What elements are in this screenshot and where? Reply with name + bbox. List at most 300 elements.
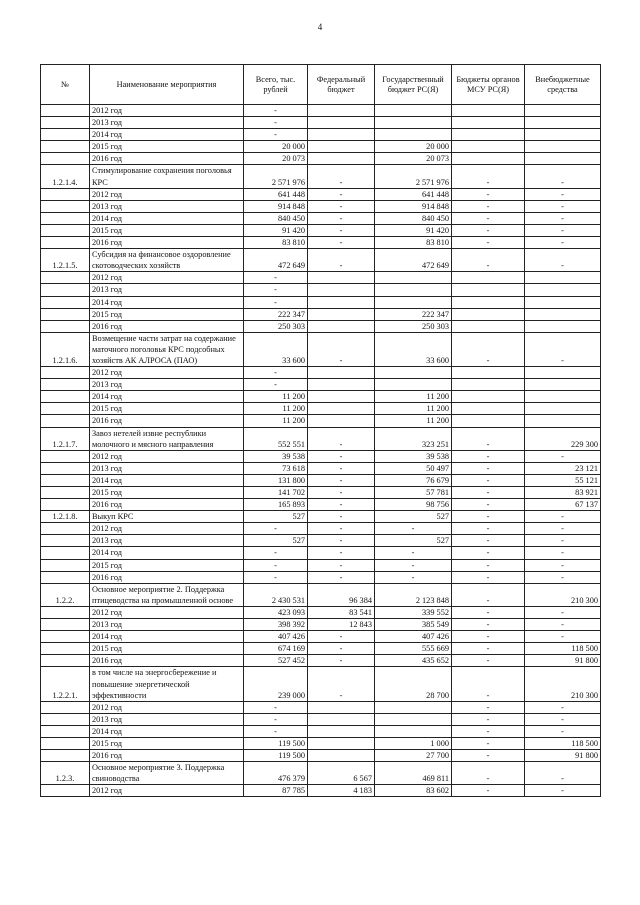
row-federal [308, 284, 375, 296]
row-municipal: - [452, 655, 525, 667]
row-extra: - [525, 249, 601, 272]
row-extra [525, 129, 601, 141]
row-state: 385 549 [375, 619, 452, 631]
row-state: 57 781 [375, 487, 452, 499]
row-municipal [452, 272, 525, 284]
row-municipal: - [452, 547, 525, 559]
row-code [41, 474, 90, 486]
row-name: Выкуп КРС [90, 511, 244, 523]
row-state: 407 426 [375, 631, 452, 643]
row-extra [525, 117, 601, 129]
row-federal: 83 541 [308, 606, 375, 618]
row-federal [308, 272, 375, 284]
row-state: 222 347 [375, 308, 452, 320]
row-total: 165 893 [244, 499, 308, 511]
row-name: 2012 год [90, 606, 244, 618]
row-total: 20 073 [244, 153, 308, 165]
table-row [41, 785, 601, 797]
row-municipal: - [452, 643, 525, 655]
row-name: 2014 год [90, 725, 244, 737]
row-federal: - [308, 559, 375, 571]
row-municipal: - [452, 619, 525, 631]
row-state: 527 [375, 535, 452, 547]
row-state [375, 713, 452, 725]
row-municipal: - [452, 237, 525, 249]
row-code [41, 237, 90, 249]
row-state: 28 700 [375, 667, 452, 701]
row-federal: - [308, 655, 375, 667]
row-total: - [244, 117, 308, 129]
row-extra: - [525, 523, 601, 535]
row-extra: 67 137 [525, 499, 601, 511]
row-code [41, 272, 90, 284]
row-state: 914 848 [375, 200, 452, 212]
row-federal: - [308, 450, 375, 462]
row-state: - [375, 523, 452, 535]
row-municipal: - [452, 631, 525, 643]
table-row [41, 308, 601, 320]
row-code [41, 725, 90, 737]
row-federal [308, 141, 375, 153]
row-federal: - [308, 499, 375, 511]
table-row [41, 367, 601, 379]
row-name: 2016 год [90, 499, 244, 511]
row-name: 2015 год [90, 487, 244, 499]
row-extra: - [525, 237, 601, 249]
row-state [375, 725, 452, 737]
row-extra: 55 121 [525, 474, 601, 486]
row-municipal [452, 105, 525, 117]
table-row [41, 523, 601, 535]
row-name: 2012 год [90, 785, 244, 797]
row-total: 33 600 [244, 332, 308, 366]
row-municipal [452, 153, 525, 165]
row-state: 91 420 [375, 224, 452, 236]
row-total: - [244, 284, 308, 296]
table-row [41, 583, 601, 606]
row-code [41, 785, 90, 797]
row-federal: - [308, 643, 375, 655]
row-code [41, 655, 90, 667]
row-municipal [452, 129, 525, 141]
row-name: 2016 год [90, 153, 244, 165]
row-federal: 4 183 [308, 785, 375, 797]
row-name: 2013 год [90, 117, 244, 129]
row-municipal [452, 308, 525, 320]
row-extra: 91 800 [525, 655, 601, 667]
row-code [41, 188, 90, 200]
row-extra [525, 320, 601, 332]
row-code [41, 224, 90, 236]
row-municipal: - [452, 462, 525, 474]
row-name: 2015 год [90, 737, 244, 749]
row-code [41, 296, 90, 308]
row-federal: - [308, 224, 375, 236]
row-federal [308, 117, 375, 129]
row-code: 1.2.1.4. [41, 165, 90, 188]
row-state [375, 105, 452, 117]
row-total: 119 500 [244, 750, 308, 762]
row-name: Основное мероприятие 3. Поддержка свиноводства [90, 762, 244, 785]
row-state: 555 669 [375, 643, 452, 655]
row-total: - [244, 129, 308, 141]
row-municipal: - [452, 701, 525, 713]
row-federal [308, 379, 375, 391]
row-municipal [452, 415, 525, 427]
row-federal: - [308, 631, 375, 643]
row-federal [308, 320, 375, 332]
row-municipal [452, 320, 525, 332]
row-name: Стимулирование сохранения поголовья КРС [90, 165, 244, 188]
row-federal: 12 843 [308, 619, 375, 631]
table-row [41, 499, 601, 511]
row-code [41, 391, 90, 403]
table-row [41, 249, 601, 272]
row-extra: - [525, 535, 601, 547]
row-state: 469 811 [375, 762, 452, 785]
row-state [375, 379, 452, 391]
table-row [41, 117, 601, 129]
row-federal: - [308, 462, 375, 474]
table-row [41, 427, 601, 450]
row-code [41, 129, 90, 141]
row-total: 398 392 [244, 619, 308, 631]
row-name: 2013 год [90, 462, 244, 474]
row-municipal [452, 367, 525, 379]
row-municipal: - [452, 450, 525, 462]
row-extra: 23 121 [525, 462, 601, 474]
row-federal [308, 415, 375, 427]
table-body [41, 105, 601, 797]
row-name: 2013 год [90, 379, 244, 391]
row-code [41, 450, 90, 462]
row-total: - [244, 713, 308, 725]
row-extra: - [525, 762, 601, 785]
row-extra [525, 105, 601, 117]
row-extra [525, 403, 601, 415]
row-total: 73 618 [244, 462, 308, 474]
row-name: 2012 год [90, 105, 244, 117]
row-total: 119 500 [244, 737, 308, 749]
row-code: 1.2.1.5. [41, 249, 90, 272]
row-total: - [244, 571, 308, 583]
row-extra [525, 284, 601, 296]
row-state: 472 649 [375, 249, 452, 272]
row-code [41, 212, 90, 224]
row-federal [308, 750, 375, 762]
row-code: 1.2.1.6. [41, 332, 90, 366]
row-state: 11 200 [375, 391, 452, 403]
row-total: - [244, 523, 308, 535]
row-code [41, 643, 90, 655]
table-row [41, 474, 601, 486]
row-total: 239 000 [244, 667, 308, 701]
table-row [41, 547, 601, 559]
table-row [41, 571, 601, 583]
row-federal [308, 725, 375, 737]
table-row [41, 667, 601, 701]
row-name: 2015 год [90, 141, 244, 153]
row-name: 2015 год [90, 559, 244, 571]
table-row [41, 762, 601, 785]
row-code: 1.2.2.1. [41, 667, 90, 701]
row-state: 20 000 [375, 141, 452, 153]
row-federal: - [308, 332, 375, 366]
row-total: 11 200 [244, 403, 308, 415]
table-row [41, 559, 601, 571]
row-extra [525, 272, 601, 284]
table-row [41, 105, 601, 117]
table-row [41, 141, 601, 153]
row-extra [525, 367, 601, 379]
row-name: 2012 год [90, 701, 244, 713]
row-code [41, 105, 90, 117]
row-state: 83 602 [375, 785, 452, 797]
row-municipal: - [452, 583, 525, 606]
row-total: 641 448 [244, 188, 308, 200]
table-row [41, 320, 601, 332]
row-name: 2015 год [90, 403, 244, 415]
row-name: 2012 год [90, 367, 244, 379]
row-federal: - [308, 547, 375, 559]
row-code [41, 117, 90, 129]
row-total: 87 785 [244, 785, 308, 797]
row-extra: - [525, 559, 601, 571]
row-state: 33 600 [375, 332, 452, 366]
row-name: 2014 год [90, 474, 244, 486]
row-municipal: - [452, 571, 525, 583]
row-total: - [244, 547, 308, 559]
row-total: - [244, 379, 308, 391]
row-municipal: - [452, 224, 525, 236]
row-total: 423 093 [244, 606, 308, 618]
row-federal: - [308, 571, 375, 583]
row-total: - [244, 272, 308, 284]
row-total: 131 800 [244, 474, 308, 486]
row-state: 11 200 [375, 415, 452, 427]
row-extra [525, 379, 601, 391]
row-state [375, 284, 452, 296]
row-total: 222 347 [244, 308, 308, 320]
row-total: - [244, 725, 308, 737]
row-state: - [375, 559, 452, 571]
row-total: 39 538 [244, 450, 308, 462]
row-extra: - [525, 631, 601, 643]
row-municipal: - [452, 499, 525, 511]
row-state: 527 [375, 511, 452, 523]
row-municipal [452, 379, 525, 391]
row-municipal: - [452, 713, 525, 725]
row-extra: - [525, 200, 601, 212]
table-row [41, 165, 601, 188]
row-total: 407 426 [244, 631, 308, 643]
row-state: - [375, 547, 452, 559]
row-state: 98 756 [375, 499, 452, 511]
row-code [41, 200, 90, 212]
row-extra: - [525, 188, 601, 200]
row-name: 2015 год [90, 643, 244, 655]
row-total: - [244, 701, 308, 713]
header-extra-budgetary: Внебюджетные средства [525, 65, 601, 105]
row-state: 20 073 [375, 153, 452, 165]
row-total: - [244, 367, 308, 379]
table-row [41, 487, 601, 499]
table-row [41, 511, 601, 523]
table-row [41, 619, 601, 631]
row-municipal: - [452, 212, 525, 224]
row-name: 2012 год [90, 450, 244, 462]
row-name: 2016 год [90, 571, 244, 583]
header-total: Всего, тыс. рублей [244, 65, 308, 105]
row-federal: - [308, 165, 375, 188]
table-row [41, 200, 601, 212]
row-extra: 210 300 [525, 667, 601, 701]
row-federal: - [308, 237, 375, 249]
row-name: 2012 год [90, 523, 244, 535]
row-extra: - [525, 332, 601, 366]
row-name: 2013 год [90, 713, 244, 725]
row-municipal [452, 117, 525, 129]
row-federal: 6 567 [308, 762, 375, 785]
row-state: 250 303 [375, 320, 452, 332]
row-extra: - [525, 785, 601, 797]
row-code [41, 379, 90, 391]
row-total: - [244, 105, 308, 117]
row-state: 83 810 [375, 237, 452, 249]
table-row [41, 535, 601, 547]
row-total: 472 649 [244, 249, 308, 272]
row-state: - [375, 571, 452, 583]
row-state: 11 200 [375, 403, 452, 415]
row-code [41, 462, 90, 474]
row-name: 2016 год [90, 237, 244, 249]
row-extra: - [525, 224, 601, 236]
row-federal [308, 153, 375, 165]
row-total: - [244, 559, 308, 571]
row-name: 2016 год [90, 655, 244, 667]
header-activity-name: Наименование мероприятия [90, 65, 244, 105]
row-code [41, 571, 90, 583]
row-extra: 210 300 [525, 583, 601, 606]
row-federal [308, 713, 375, 725]
row-municipal: - [452, 165, 525, 188]
row-code: 1.2.3. [41, 762, 90, 785]
row-code: 1.2.1.7. [41, 427, 90, 450]
row-state: 323 251 [375, 427, 452, 450]
row-federal: - [308, 487, 375, 499]
budget-table [40, 64, 601, 797]
row-federal [308, 308, 375, 320]
row-extra: - [525, 619, 601, 631]
row-municipal [452, 141, 525, 153]
row-municipal [452, 284, 525, 296]
row-name: 2014 год [90, 547, 244, 559]
row-municipal: - [452, 559, 525, 571]
row-extra: 118 500 [525, 737, 601, 749]
row-code [41, 367, 90, 379]
row-total: 840 450 [244, 212, 308, 224]
row-code: 1.2.2. [41, 583, 90, 606]
row-total: 527 [244, 535, 308, 547]
row-total: 527 452 [244, 655, 308, 667]
row-extra: 91 800 [525, 750, 601, 762]
row-total: 2 430 531 [244, 583, 308, 606]
row-extra: - [525, 571, 601, 583]
row-municipal: - [452, 511, 525, 523]
row-federal [308, 737, 375, 749]
row-extra: 118 500 [525, 643, 601, 655]
row-code [41, 308, 90, 320]
row-extra: 83 921 [525, 487, 601, 499]
row-code [41, 559, 90, 571]
row-federal [308, 367, 375, 379]
row-total: 11 200 [244, 415, 308, 427]
table-row [41, 332, 601, 366]
row-code [41, 141, 90, 153]
row-municipal: - [452, 737, 525, 749]
row-state: 2 571 976 [375, 165, 452, 188]
header-row [41, 65, 601, 105]
row-extra: - [525, 713, 601, 725]
row-code [41, 499, 90, 511]
row-extra [525, 141, 601, 153]
row-municipal: - [452, 427, 525, 450]
row-federal: 96 384 [308, 583, 375, 606]
row-total: 11 200 [244, 391, 308, 403]
table-row [41, 188, 601, 200]
row-state [375, 129, 452, 141]
row-code [41, 619, 90, 631]
table-row [41, 725, 601, 737]
row-name: 2015 год [90, 308, 244, 320]
row-state: 39 538 [375, 450, 452, 462]
row-total: 674 169 [244, 643, 308, 655]
row-name: 2014 год [90, 631, 244, 643]
row-name: 2014 год [90, 212, 244, 224]
row-name: Возмещение части затрат на содержание маточного поголовья КРС подсобных хозяйств АК АЛРОСА (ПАО) [90, 332, 244, 366]
row-code [41, 606, 90, 618]
row-extra: - [525, 511, 601, 523]
row-total: 250 303 [244, 320, 308, 332]
page-number: 4 [317, 22, 323, 32]
row-federal [308, 105, 375, 117]
row-name: 2014 год [90, 296, 244, 308]
row-extra: - [525, 725, 601, 737]
table-row [41, 701, 601, 713]
row-state: 339 552 [375, 606, 452, 618]
row-state [375, 367, 452, 379]
table-row [41, 403, 601, 415]
row-code [41, 153, 90, 165]
table-row [41, 643, 601, 655]
row-code [41, 284, 90, 296]
row-name: 2014 год [90, 391, 244, 403]
row-municipal: - [452, 188, 525, 200]
row-name: Завоз нетелей извне республики молочного и мясного направления [90, 427, 244, 450]
row-municipal: - [452, 535, 525, 547]
row-extra: - [525, 547, 601, 559]
row-name: 2013 год [90, 619, 244, 631]
row-federal [308, 296, 375, 308]
row-federal [308, 403, 375, 415]
row-federal: - [308, 427, 375, 450]
row-state: 50 497 [375, 462, 452, 474]
table-row [41, 129, 601, 141]
row-extra [525, 308, 601, 320]
row-code [41, 320, 90, 332]
row-total: 476 379 [244, 762, 308, 785]
table-row [41, 655, 601, 667]
